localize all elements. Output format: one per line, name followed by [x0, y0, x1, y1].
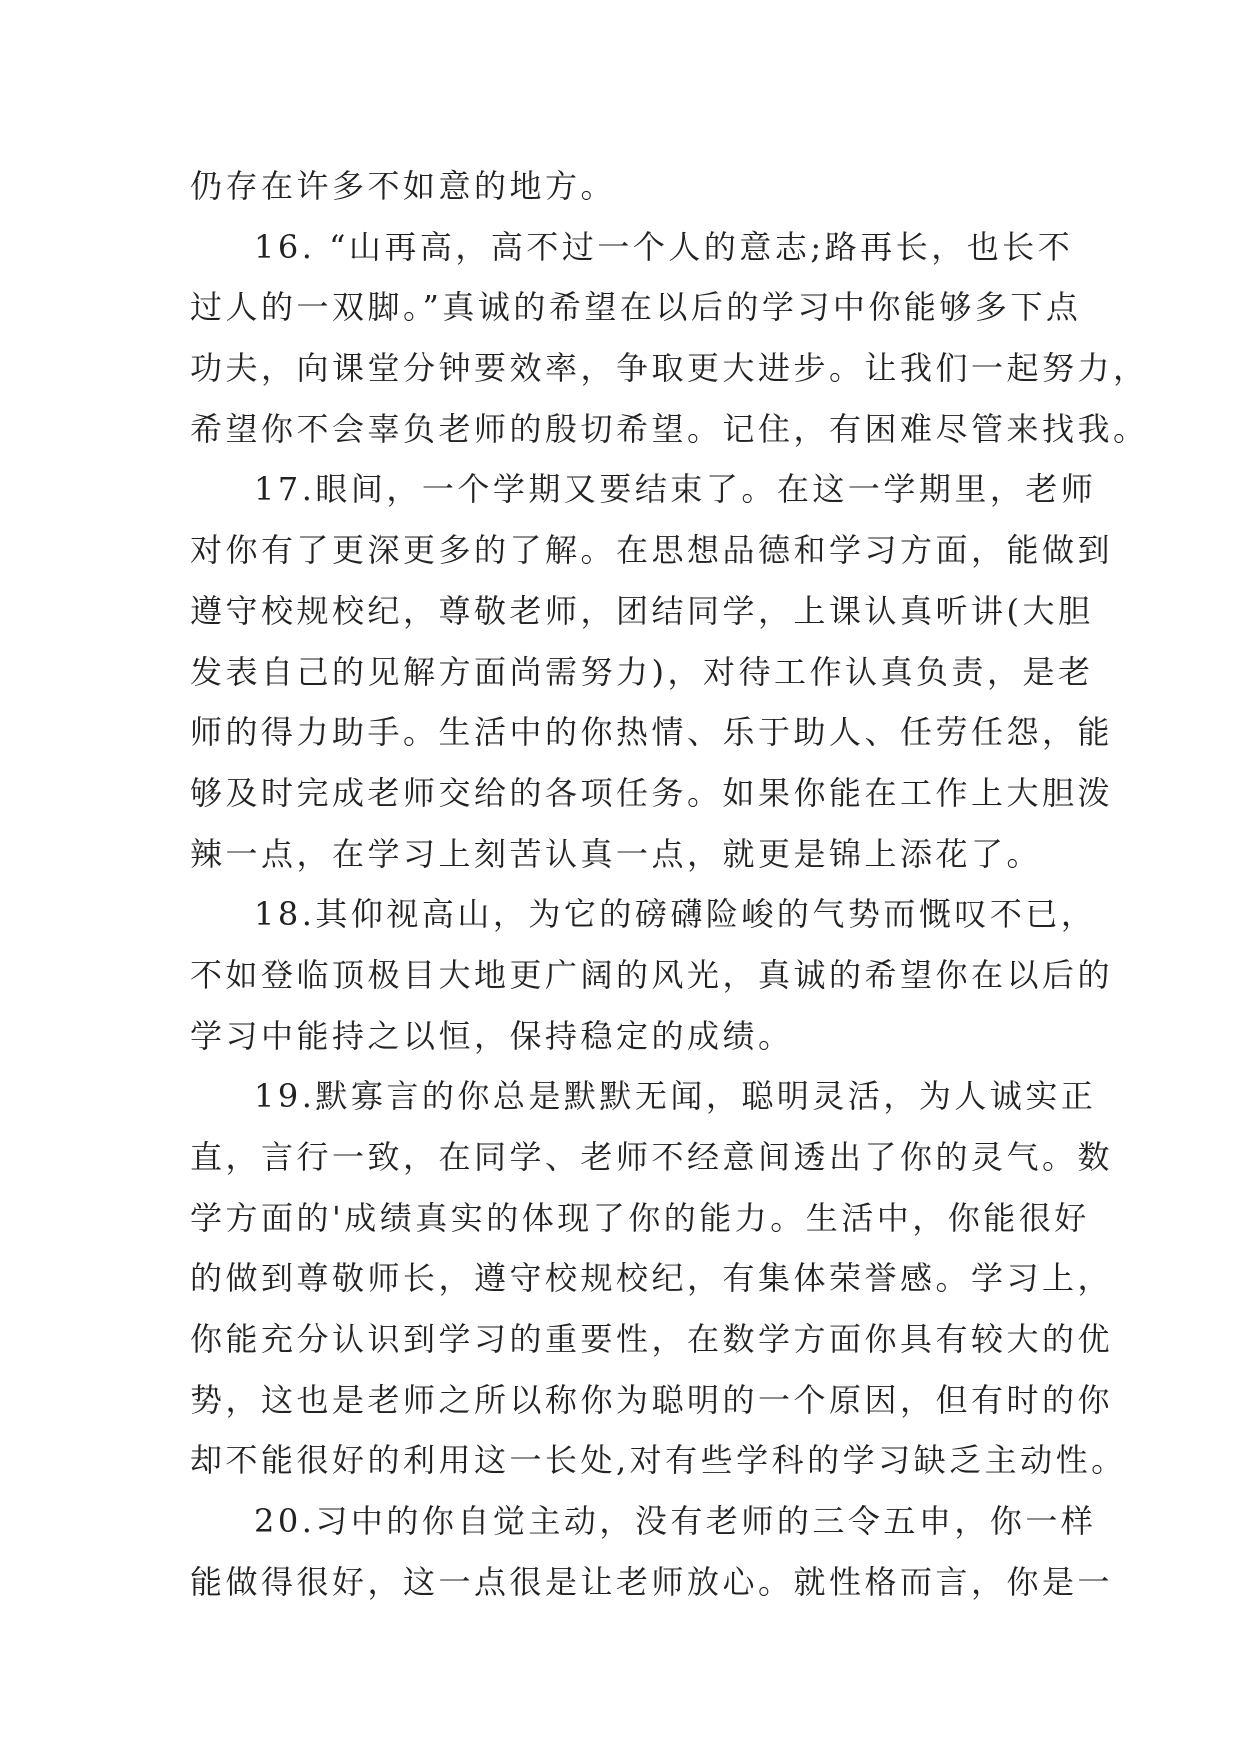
- text-line: 仍存在许多不如意的地方。: [190, 167, 617, 205]
- text-line: 希望你不会辜负老师的殷切希望。记住，有困难尽管来找我。: [190, 409, 1149, 448]
- text-line: 发表自己的见解方面尚需努力)，对待工作认真负责，是老: [190, 652, 1094, 691]
- text-line: 的做到尊敬师长，遵守校规校纪，有集体荣誉感。学习上，: [190, 1259, 1114, 1298]
- text-line: 对你有了更深更多的了解。在思想品德和学习方面，能做到: [190, 531, 1114, 570]
- text-line: 直，言行一致，在同学、老师不经意间透出了你的灵气。数: [190, 1138, 1114, 1176]
- paragraph-17-start: 17.眼间，一个学期又要结束了。在这一学期里，老师: [254, 470, 1097, 509]
- text-line: 学习中能持之以恒，保持稳定的成绩。: [190, 1016, 794, 1055]
- text-line: 遵守校规校纪，尊敬老师，团结同学，上课认真听讲(大胆: [190, 591, 1094, 630]
- paragraph-16-start: 16. “山再高，高不过一个人的意志;路再长，也长不: [254, 227, 1074, 266]
- text-line: 不如登临顶极目大地更广阔的风光，真诚的希望你在以后的: [190, 955, 1114, 994]
- text-line: 能做得很好，这一点很是让老师放心。就性格而言，你是一: [190, 1562, 1114, 1601]
- text-line: 学方面的'成绩真实的体现了你的能力。生活中，你能很好: [190, 1198, 1090, 1237]
- paragraph-18-start: 18.其仰视高山，为它的磅礴险峻的气势而慨叹不已，: [254, 895, 1097, 934]
- text-line: 过人的一双脚。”真诚的希望在以后的学习中你能够多下点: [190, 288, 1082, 327]
- paragraph-19-start: 19.默寡言的你总是默默无闻，聪明灵活，为人诚实正: [254, 1077, 1097, 1116]
- text-line: 势，这也是老师之所以称你为聪明的一个原因，但有时的你: [190, 1380, 1114, 1419]
- text-line: 够及时完成老师交给的各项任务。如果你能在工作上大胆泼: [190, 773, 1114, 812]
- text-line: 辣一点，在学习上刻苦认真一点，就更是锦上添花了。: [190, 834, 1043, 873]
- paragraph-20-start: 20.习中的你自觉主动，没有老师的三令五申，你一样: [254, 1502, 1097, 1541]
- text-line: 功夫，向课堂分钟要效率，争取更大进步。让我们一起努力，: [190, 349, 1149, 388]
- text-line: 你能充分认识到学习的重要性，在数学方面你具有较大的优: [190, 1320, 1114, 1359]
- text-line: 师的得力助手。生活中的你热情、乐于助人、任劳任怨，能: [190, 713, 1114, 752]
- document-body: [190, 156, 1149, 1613]
- text-line: 却不能很好的利用这一长处,对有些学科的学习缺乏主动性。: [190, 1441, 1127, 1480]
